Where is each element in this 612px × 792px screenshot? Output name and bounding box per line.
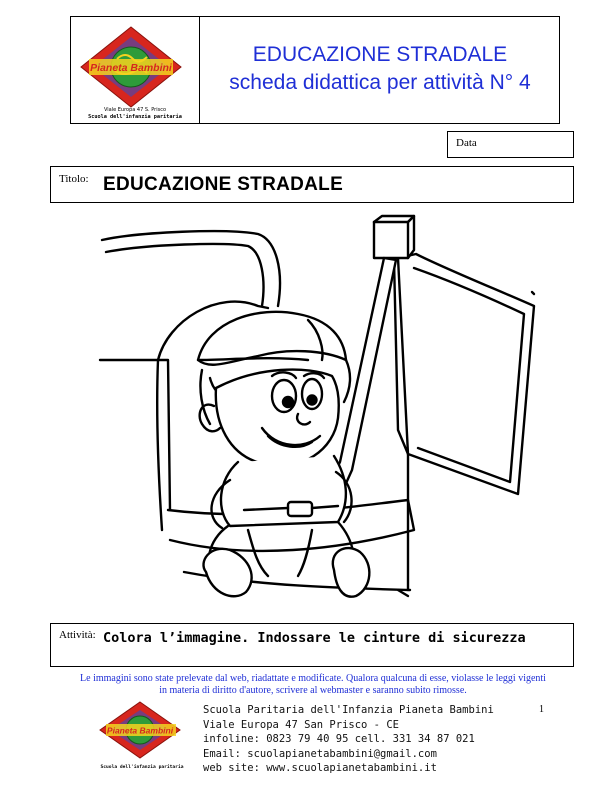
page-number: 1 [539, 704, 544, 715]
coloring-illustration [98, 210, 546, 608]
title-value: EDUCAZIONE STRADALE [103, 174, 344, 195]
footer-logo [92, 700, 192, 772]
activity-label: Attività: [59, 629, 96, 641]
header-title-line2: scheda didattica per attività N° 4 [229, 71, 531, 94]
activity-value: Colora l’immagine. Indossare le cinture di sicurezza [103, 630, 526, 646]
logo-tagline-text: Scuola dell'infanzia paritaria [88, 114, 182, 119]
footer-contact-info [203, 703, 494, 776]
header-divider [199, 17, 200, 123]
date-label: Data [456, 137, 477, 149]
footer-website[interactable]: web site: www.scuolapianetabambini.it [203, 762, 437, 774]
footer-address: Viale Europa 47 San Prisco - CE [203, 718, 399, 731]
footer-phone: infoline: 0823 79 40 95 cell. 331 34 87 021 [203, 733, 475, 745]
school-logo [75, 23, 195, 119]
footer-school-name: Scuola Paritaria dell'Infanzia Pianeta Bambini [203, 704, 494, 716]
title-label: Titolo: [59, 173, 89, 185]
logo-brand-text: Pianeta Bambini [90, 62, 172, 74]
footer-logo-brand-text: Pianeta Bambini [106, 725, 174, 736]
disclaimer-line2: in materia di diritto d'autore, scrivere al webmaster e saranno subito rimosse. [159, 685, 467, 696]
header-title [205, 41, 555, 97]
footer-email[interactable]: Email: scuolapianetabambini@gmail.com [203, 747, 437, 760]
activity-section [50, 623, 574, 667]
header-title-line1: EDUCAZIONE STRADALE [252, 43, 508, 66]
copyright-disclaimer [30, 673, 596, 697]
disclaimer-line1: Le immagini sono state prelevate dal web, riadattate e modificate. Qualora qualcuna di esse, violasse le leggi vigenti [80, 673, 546, 684]
date-field[interactable] [447, 131, 574, 158]
footer-logo-tagline-text: Scuola dell'infanzia paritaria [100, 765, 184, 770]
logo-address-text: Viale Europa 47 S. Prisco [103, 107, 167, 113]
header-box [70, 16, 560, 124]
title-section [50, 166, 574, 203]
